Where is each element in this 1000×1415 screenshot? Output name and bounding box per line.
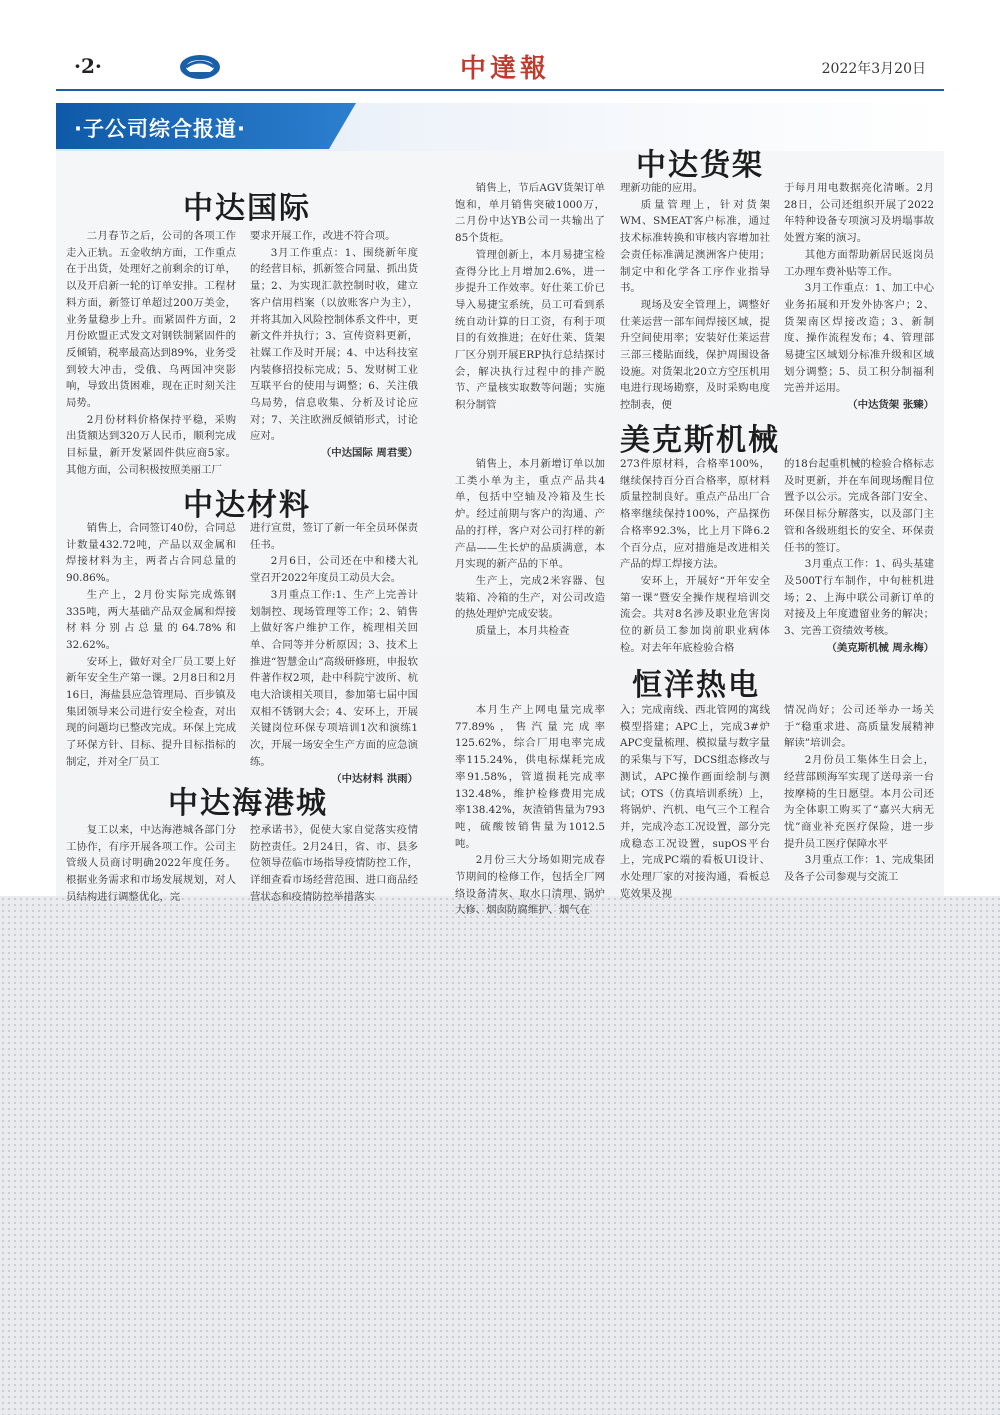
masthead <box>60 50 940 88</box>
article-hengyang-thermal-power-col2 <box>620 702 770 900</box>
article-text <box>620 456 770 656</box>
masthead-rule <box>56 89 944 91</box>
article-text <box>620 702 770 902</box>
issue-date: 2022年3月20日 <box>821 61 926 77</box>
paragraph: 入；完成南线、西北管网的寓线模型搭建；APC上，完成3#炉APC变量梳理、模拟量与数字量的采集与下写，DCS组态修改与测试，APC操作画面绘制与测试；OTS（仿真培训系统）上，将锅炉、汽机、电气三个工程合并，完成冷态工况设置，部分完成稳态工况设置，supOS平台上，完成PC端的看板UI设计、水处理厂家的对接沟通，看板总览效果及视 <box>620 704 770 900</box>
article-makes-machinery-col2 <box>620 456 770 654</box>
paragraph: 3月重点工作:1、生产上完善计划制控、现场管理等工作；2、销售上做好客户维护工作，梳理相关回单、合同等并分析原因；3、技术上推进“智慧金山”高级研修班，申报软件著作权2项，赴中科院宁波所、杭电大洽谈相关项目，参加第七届中国双相不锈钢大会；4、安环上，开展关键岗位环保专项培训1次和演练1次，开展一场安全生产方面的应急演练。 <box>250 588 418 768</box>
article-makes-machinery-col1 <box>455 456 605 644</box>
paragraph: 本月生产上网电量完成率77.89%，售汽量完成率125.62%，综合厂用电率完成率115.24%，供电标煤耗完成率91.58%，管道损耗完成率132.48%，维护检修费用完成率138.42%，灰渣销售量为793吨，硫酸铵销售量为1012.5吨。 <box>455 704 605 850</box>
paragraph: 2月份材料价格保持平稳，采购出货额达到320万人民币，顺利完成目标量，新开发紧固件供应商5家。其他方面，公司积极按照美丽工厂 <box>66 413 236 476</box>
article-zhongda-materials-col1 <box>66 520 236 768</box>
paragraph: 3月工作重点：1、加工中心业务拓展和开发外协客户；2、货架南区焊接改造；3、新制度、操作流程发布；4、管理部易捷宝区域划分标准升级和区域划分调整；5、员工积分制福利完善并运用。 <box>784 282 934 395</box>
article-text <box>66 228 236 479</box>
paragraph: 安环上，开展好“开年安全第一课”暨安全操作规程培训交流会。共对8名涉及职业危害岗位的新员工参加岗前职业病体检。对去年年底检验合格 <box>620 574 770 654</box>
article-zhongda-shelving-col3 <box>784 180 934 412</box>
article-zhongda-international-col2 <box>250 228 418 460</box>
headline-zhongda-international: 中达国际 <box>183 191 311 226</box>
section-title: ·子公司综合报道· <box>74 117 246 141</box>
article-zhongda-international-col1 <box>66 228 236 476</box>
paragraph: 安环上，做好对全厂员工要上好新年安全生产第一课。2月8日和2月16日，海盐县应急管理局、百步镇及集团领导来公司进行安全检查，对出现的问题均已整改完成。环保上完成了环保方针、目标、提升目标指标的制定，并对全厂员工 <box>66 655 236 768</box>
paragraph: 2月份三大分场如期完成春节期间的检修工作，包括全厂网络设备清灰、取水口清理、锅炉大修、烟囱防腐维护、烟气在 <box>455 854 605 917</box>
paragraph: 复工以来，中达海港城各部门分工协作，有序开展各项工作。公司主管级人员商讨明确2022年度任务。根据业务需求和市场发展规划，对人员结构进行调整优化，完 <box>66 824 236 903</box>
signature-zhongda-materials: （中达材料 洪雨） <box>331 772 418 785</box>
paragraph: 销售上，本月新增订单以加工类小单为主，重点产品共4单，包括中空轴及冷箱及生长炉。经过前期与客户的沟通、产品的打样，客户对公司打样的新产品——生长炉的品质满意，本月实现的新产品的下单。 <box>455 458 605 571</box>
signature-makes-machinery: （美克斯机械 周永梅） <box>826 641 934 654</box>
paragraph: 于每月用电数据亮化清晰。2月28日，公司还组织开展了2022年特种设备专项演习及坍塌事故处置方案的演习。 <box>784 182 934 245</box>
paper-name: 中達報 <box>460 54 551 84</box>
article-text <box>250 228 418 445</box>
paragraph: 现场及安全管理上，调整好仕莱运营一部车间焊接区域，提升空间使用率；安装好仕莱运营三部三楼貼面线，保护周围设备设施。对货架北20立方空压机用电进行现场勘察，及时采购电度控制表，便 <box>620 298 770 412</box>
headline-zhongda-shelving: 中达货架 <box>636 148 764 183</box>
article-makes-machinery-col3 <box>784 456 934 654</box>
article-zhongda-materials-col2 <box>250 520 418 785</box>
page-background-pattern <box>0 896 1000 1415</box>
article-text <box>250 520 418 771</box>
signature-zhongda-international: （中达国际 周君雯） <box>320 447 418 460</box>
paragraph: 3月工作重点：1、围绕新年度的经营目标，抓新签合同量、抓出货量；2、为实现汇款控制时收，建立客户信用档案（以放账客户为主），并将其加入风险控制体系文件中，更新文件并执行；3、宣传资料更新，社媒工作及时开展；4、中达科技室内装修招投标完成；5、发财树工业互联平台的使用与调整；6、关注俄乌局势，信息收集、分析及讨论应对；7、关注欧洲反倾销形式，讨论应对。 <box>250 246 418 443</box>
paragraph: 生产上，完成2米容器、包装箱、冷箱的生产，对公司改造的热处理炉完成安装。 <box>455 574 605 621</box>
article-zhongda-harbour-city-col1 <box>66 822 236 903</box>
article-zhongda-harbour-city-col2 <box>250 822 418 903</box>
article-text <box>455 702 605 919</box>
paragraph: 273件原材料，合格率100%，继续保持百分百合格率，原材料质量控制良好。重点产品出厂合格率继续保持100%，产品探伤合格率92.3%，比上月下降6.2个百分点，应对措施是改进相关产品的焊工焊接方法。 <box>620 458 770 571</box>
paragraph: 要求开展工作，改进不符合项。 <box>250 230 396 242</box>
article-text <box>66 520 236 771</box>
article-text <box>455 180 605 414</box>
headline-makes-machinery: 美克斯机械 <box>620 423 780 458</box>
paragraph: 质量上，本月共检查 <box>475 625 570 638</box>
article-text <box>784 180 934 397</box>
paragraph: 质量管理上，针对货架WM、SMEAT客户标准，通过技术标准转换和审核内容增加社会责任标准满足澳洲客户使用；制定中和化学各工序作业指导书。 <box>620 198 770 295</box>
paragraph: 进行宣贯，签订了新一年全员环保责任书。 <box>250 522 418 551</box>
paragraph: 情况尚好；公司还举办一场关于“稳重求进、高质量发展精神解读”培训会。 <box>784 704 934 750</box>
paragraph: 管理创新上，本月易捷宝检查得分比上月增加2.6%，进一步提升工作效率。好仕莱工价已导入易捷宝系统，员工可看到系统自动计算的日工资，有利于项目的有效推进；在好仕莱、货架厂区分别开展ERP执行总结探讨会，解决执行过程中的排产脱节、产量核实取数等问题；实施积分制管 <box>455 248 605 412</box>
headline-hengyang-thermal-power: 恒洋热电 <box>632 668 760 703</box>
article-zhongda-shelving-col2 <box>620 180 770 412</box>
paragraph: 销售上，节后AGV货架订单饱和，单月销售突破1000万，二月份中达YB公司一共输出了85个货柜。 <box>455 182 605 245</box>
article-zhongda-shelving-col1 <box>455 180 605 412</box>
paragraph: 理新功能的应用。 <box>620 182 704 194</box>
paragraph: 2月6日，公司还在中和楼大礼堂召开2022年度员工动员大会。 <box>250 555 418 585</box>
article-text <box>784 456 934 640</box>
paragraph: 的18台起重机械的检验合格标志及时更新，并在车间现场醒目位置予以公示。完成各部门安全、环保目标分解落实，以及部门主管和各级班组长的安全、环保责任书的签订。 <box>784 458 934 554</box>
headline-zhongda-materials: 中达材料 <box>183 488 311 523</box>
paragraph: 其他方面帮助新居民返岗员工办理车费补贴等工作。 <box>784 248 934 278</box>
paragraph: 生产上，2月份实际完成炼钢335吨，两大基础产品双金属和焊接材料分别占总量的64.78%和32.62%。 <box>66 588 236 651</box>
paragraph: 3月重点工作：1、码头基建及500T行车制作，中旬桩机进场；2、上海中联公司新订单的对接及上年度遗留业务的解决；3、完善工资绩效考核。 <box>784 558 934 638</box>
paragraph: 控承诺书》，促使大家自觉落实疫情防控责任。2月24日，省、市、县多位领导莅临市场指导疫情防控工作，详细查看市场经营范围、进口商品经营状态和疫情防控举措落实 <box>250 824 418 903</box>
paragraph: 二月春节之后，公司的各项工作走入正轨。五金收纳方面，工作重点在于出货，处理好之前剩余的订单，以及开启新一轮的订单安排。工程材料方面，新签订单超过200万美金，业务量稳步上升。而紧固件方面，2月份欧盟正式发文对钢铁制紧固件的反倾销，税率最高达到89%，业务受到较大冲击，受俄、乌两国冲突影响，导致出货困难，现在正时刻关注局势。 <box>66 230 236 410</box>
paragraph: 3月重点工作：1、完成集团及各子公司参观与交流工 <box>784 854 934 884</box>
paragraph: 2月份员工集体生日会上，经营部顾海军实现了送母亲一台按摩椅的生日愿望。本月公司还为全体职工购买了“嘉兴大病无忧”商业补充医疗保险，进一步提升员工医疗保障水平 <box>784 754 934 850</box>
article-text <box>66 822 236 906</box>
paragraph: 销售上，合同签订40份，合同总计数量432.72吨，产品以双金属和焊接材料为主，两者占合同总量的90.86%。 <box>66 522 236 585</box>
article-hengyang-thermal-power-col1 <box>455 702 605 917</box>
article-text <box>455 456 605 640</box>
page-number: ·2· <box>74 54 102 78</box>
article-text <box>250 822 418 906</box>
company-logo-icon <box>178 52 222 82</box>
signature-zhongda-shelving: （中达货架 张臻） <box>847 399 934 412</box>
article-text <box>620 180 770 414</box>
headline-zhongda-harbour-city: 中达海港城 <box>168 786 328 821</box>
article-text <box>784 702 934 886</box>
article-hengyang-thermal-power-col3 <box>784 702 934 896</box>
